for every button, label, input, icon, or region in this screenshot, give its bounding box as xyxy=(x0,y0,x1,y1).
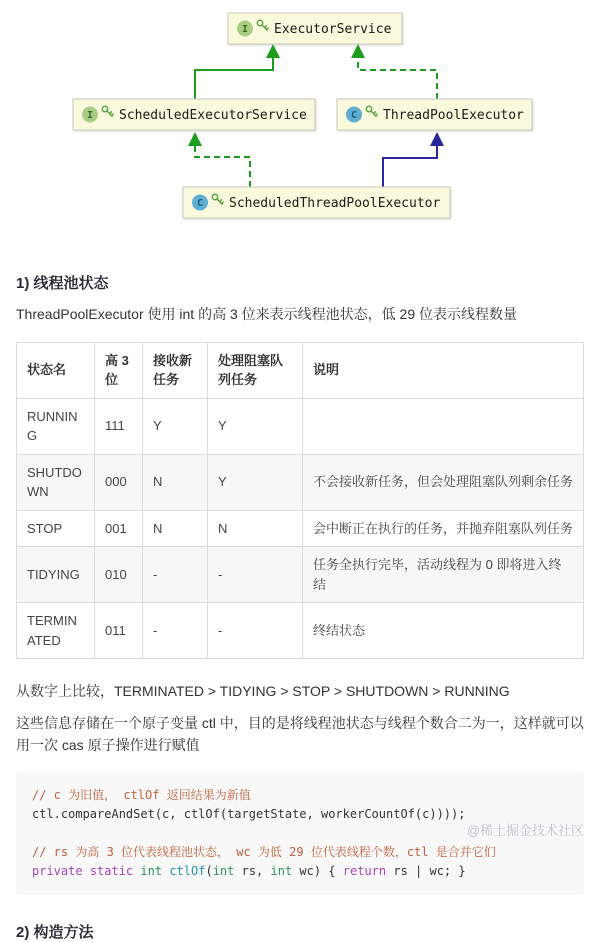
node-label: ScheduledThreadPoolExecutor xyxy=(229,196,441,211)
code-line xyxy=(32,786,568,805)
para-ctl-variable: 这些信息存储在一个原子变量 ctl 中，目的是将线程池状态与线程个数合二为一，这样就可以用一次 cas 原子操作进行赋值 xyxy=(16,714,584,753)
code-token-cmt: // rs 为高 3 位代表线程池状态， wc 为低 29 位代表线程个数，ctl 是合并它们 xyxy=(32,845,496,860)
state-table xyxy=(16,342,584,660)
state-table-body xyxy=(17,398,584,659)
node-executor-service xyxy=(228,13,402,44)
code-token xyxy=(83,864,90,878)
code-token-type: int xyxy=(270,864,293,879)
state-table-header-cell: 接收新任务 xyxy=(143,342,208,398)
class-badge-letter: C xyxy=(350,110,358,121)
table-cell: - xyxy=(143,603,208,659)
section-heading-constructor: 2) 构造方法 xyxy=(16,924,94,942)
table-cell: N xyxy=(143,510,208,547)
arrowhead-icon xyxy=(351,44,365,58)
edge-stpe-extends-tpe xyxy=(383,146,437,187)
arrowhead-icon xyxy=(188,132,202,146)
node-label: ExecutorService xyxy=(274,22,392,37)
table-cell: N xyxy=(143,454,208,510)
table-cell: SHUTDOWN xyxy=(17,454,95,510)
class-badge-letter: C xyxy=(196,198,204,209)
edge-sched-extends-executor xyxy=(195,57,273,99)
table-cell: TERMINATED xyxy=(17,603,95,659)
table-cell: 010 xyxy=(95,547,143,603)
table-cell: 011 xyxy=(95,603,143,659)
node-label: ScheduledExecutorService xyxy=(119,108,307,123)
table-cell: 任务全执行完毕，活动线程为 0 即将进入终结 xyxy=(303,547,584,603)
state-table-header-row xyxy=(17,342,584,398)
state-table-header-cell: 状态名 xyxy=(17,342,95,398)
table-row xyxy=(17,603,584,659)
class-diagram xyxy=(0,0,600,232)
table-cell xyxy=(303,398,584,454)
table-cell: 不会接收新任务，但会处理阻塞队列剩余任务 xyxy=(303,454,584,510)
code-token: ctl.compareAndSet(c, ctlOf(targetState, workerCountOf(c)))); xyxy=(32,807,466,822)
table-row xyxy=(17,454,584,510)
article-body xyxy=(0,272,600,942)
table-cell: 000 xyxy=(95,454,143,510)
code-token-type: int xyxy=(212,864,235,879)
code-token-cmt: // c 为旧值， ctlOf 返回结果为新值 xyxy=(32,788,251,803)
table-row xyxy=(17,510,584,547)
table-row xyxy=(17,547,584,603)
code-token: wc) { xyxy=(292,864,343,879)
interface-badge-letter: I xyxy=(241,24,249,35)
edge-tpe-implements-executor xyxy=(358,57,437,99)
code-token: rs | wc; } xyxy=(386,864,466,879)
table-cell: Y xyxy=(208,454,303,510)
table-cell: 终结状态 xyxy=(303,603,584,659)
code-token: ( xyxy=(205,864,213,879)
edge-stpe-implements-sched xyxy=(195,146,250,187)
code-line xyxy=(32,862,568,881)
para-threadpool-bits: ThreadPoolExecutor 使用 int 的高 3 位来表示线程池状态，低 29 位表示线程数量 xyxy=(16,306,517,322)
state-table-header-cell: 说明 xyxy=(303,342,584,398)
code-line xyxy=(32,843,568,862)
node-label: ThreadPoolExecutor xyxy=(383,108,524,123)
node-thread-pool-executor xyxy=(337,99,532,130)
code-token-kw: static xyxy=(89,864,134,879)
table-cell: STOP xyxy=(17,510,95,547)
table-cell: RUNNING xyxy=(17,398,95,454)
table-cell: 001 xyxy=(95,510,143,547)
table-cell: Y xyxy=(143,398,208,454)
arrowhead-icon xyxy=(430,132,444,146)
node-scheduled-executor-service xyxy=(73,99,315,130)
table-cell: - xyxy=(208,603,303,659)
code-token-kw: return xyxy=(342,864,387,879)
table-cell: 会中断正在执行的任务，并抛弃阻塞队列任务 xyxy=(303,510,584,547)
interface-badge-letter: I xyxy=(86,110,94,121)
code-token-fn: ctlOf xyxy=(169,864,206,879)
table-cell: - xyxy=(143,547,208,603)
table-row xyxy=(17,398,584,454)
para-state-compare: 从数字上比较，TERMINATED > TIDYING > STOP > SHUTDOWN > RUNNING xyxy=(16,683,510,700)
table-cell: N xyxy=(208,510,303,547)
code-token-kw: private xyxy=(32,864,83,879)
state-table-header-cell: 处理阻塞队列任务 xyxy=(208,342,303,398)
state-table-header-cell: 高 3 位 xyxy=(95,342,143,398)
table-cell: - xyxy=(208,547,303,603)
code-token: rs, xyxy=(234,864,271,879)
table-cell: 111 xyxy=(95,398,143,454)
table-cell: Y xyxy=(208,398,303,454)
arrowhead-icon xyxy=(266,44,280,58)
node-scheduled-thread-pool-executor xyxy=(183,187,450,218)
code-token-type: int xyxy=(140,864,163,879)
juejin-watermark: @稀土掘金技术社区 xyxy=(466,823,584,838)
table-cell: TIDYING xyxy=(17,547,95,603)
section-heading-pool-state: 1) 线程池状态 xyxy=(16,275,109,292)
